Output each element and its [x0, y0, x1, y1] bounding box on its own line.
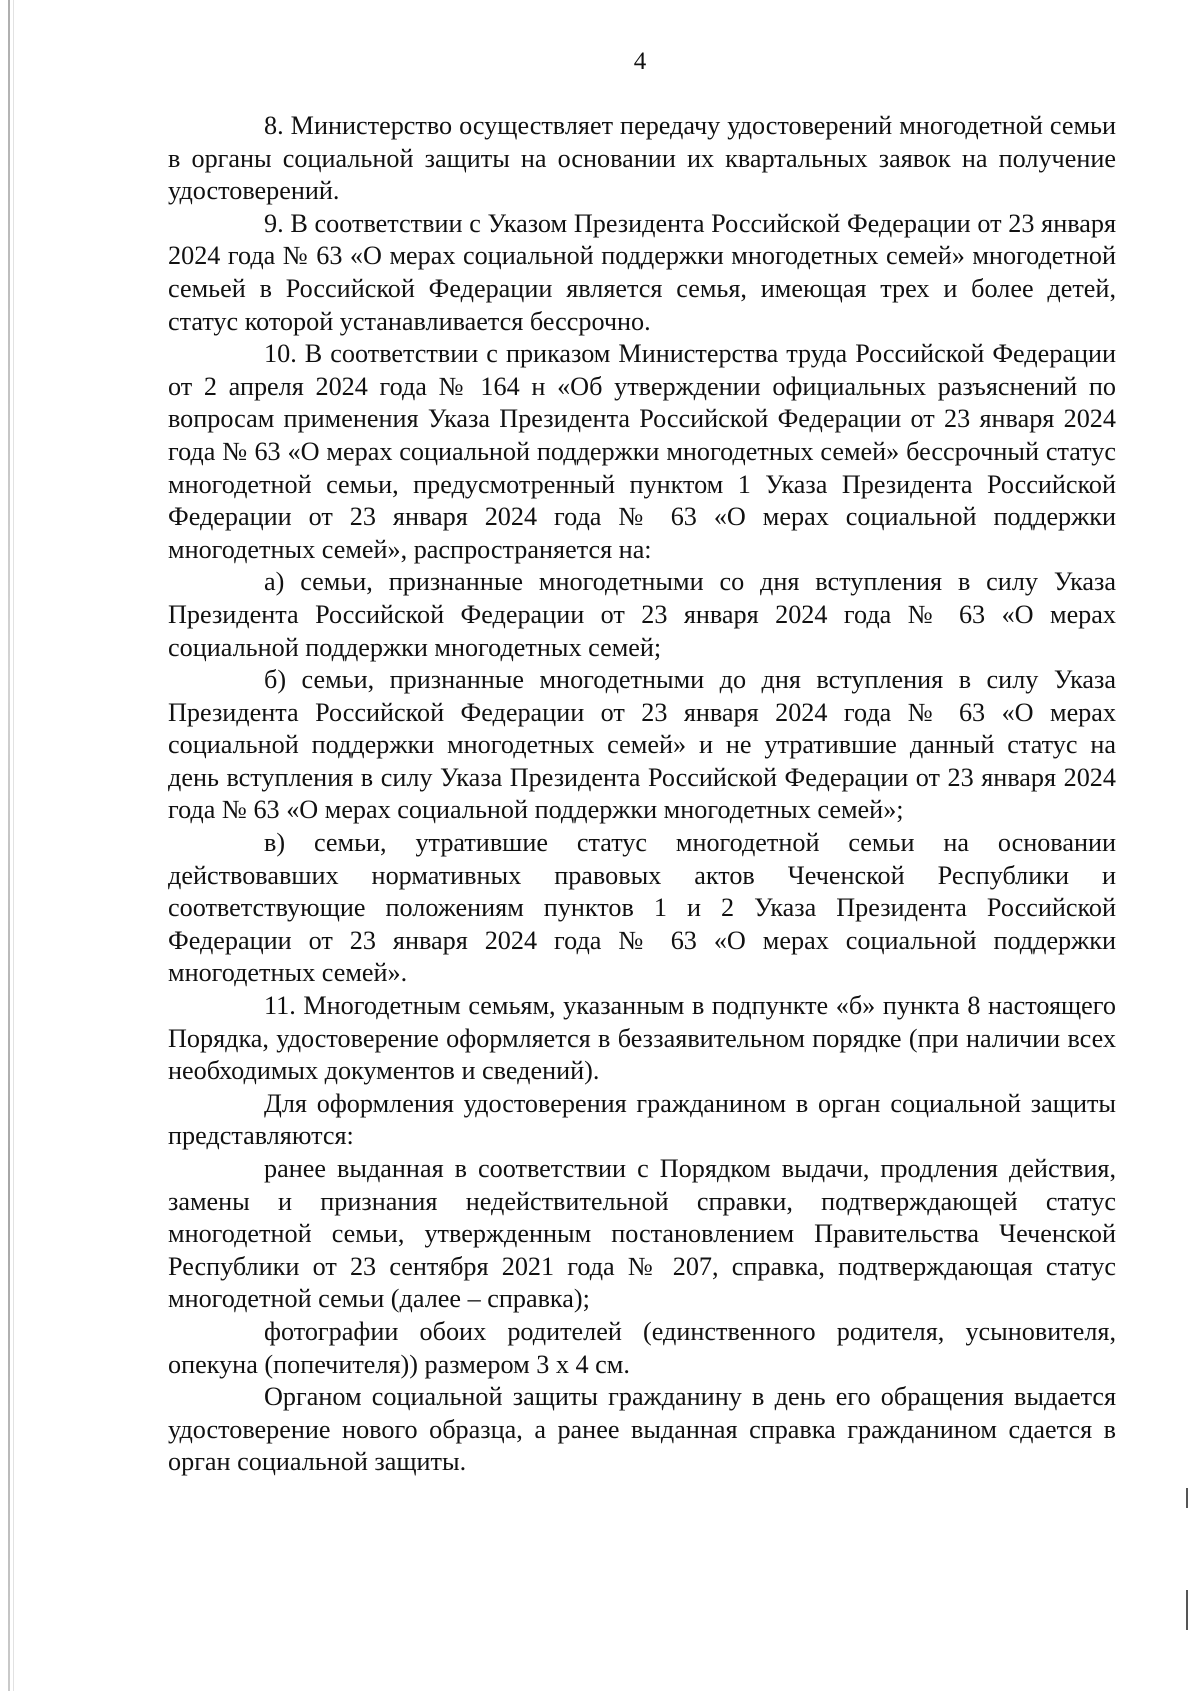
paragraph-10-a: а) семьи, признанные многодетными со дня вступления в силу Указа Президента Российской Федерации от 23 января 2024 года № 63 «О мерах социальной поддержки многодетных семей;: [168, 567, 1116, 662]
paragraph-10-v: в) семьи, утратившие статус многодетной семьи на основании действовавших нормативных правовых актов Чеченской Республики и соответствующие положениям пунктов 1 и 2 Указа Президента Российской Федерации от 23 января 2024 года № 63 «О мерах социальной поддержки многодетных семей».: [168, 828, 1116, 988]
paragraph-10: 10. В соответствии с приказом Министерства труда Российской Федерации от 2 апреля 2024 года № 164 н «Об утверждении официальных разъяснений по вопросам применения Указа Президента Российской Федерации от 23 января 2024 года № 63 «О мерах социальной поддержки многодетных семей» бессрочный статус многодетной семьи, предусмотренный пунктом 1 Указа Президента Российской Федерации от 23 января 2024 года № 63 «О мерах социальной поддержки многодетных семей», распространяется на:: [168, 339, 1116, 564]
paragraph-certificate: ранее выданная в соответствии с Порядком выдачи, продления действия, замены и признания недействительной справки, подтверждающей статус многодетной семьи, утвержденным постановлением Правительства Чеченской Республики от 23 сентября 2021 года № 207, справка, подтверждающая статус многодетной семьи (далее – справка);: [168, 1154, 1116, 1314]
page-number: 4: [633, 48, 647, 75]
paragraph-8: 8. Министерство осуществляет передачу удостоверений многодетной семьи в органы социальной защиты на основании их квартальных заявок на получение удостоверений.: [168, 111, 1116, 206]
paragraph-9: 9. В соответствии с Указом Президента Российской Федерации от 23 января 2024 года № 63 «О мерах социальной поддержки многодетных семей» многодетной семьей в Российской Федерации является семья, имеющая трех и более детей, статус которой устанавливается бессрочно.: [168, 208, 1116, 336]
paragraph-photos: фотографии обоих родителей (единственного родителя, усыновителя, опекуна (попечителя)) размером 3 х 4 см.: [168, 1316, 1116, 1379]
scan-edge-line: [8, 0, 10, 1691]
document-body: [168, 110, 1116, 1479]
paragraph-documents-intro: Для оформления удостоверения гражданином в орган социальной защиты представляются:: [168, 1088, 1116, 1151]
scan-edge-line-secondary: [13, 0, 14, 1691]
paragraph-11: 11. Многодетным семьям, указанным в подпункте «б» пункта 8 настоящего Порядка, удостоверение оформляется в беззаявительном порядке (при наличии всех необходимых документов и сведений).: [168, 991, 1116, 1086]
scan-artifact-mark: [1186, 1488, 1188, 1508]
paragraph-issuance: Органом социальной защиты гражданину в день его обращения выдается удостоверение нового образца, а ранее выданная справка гражданином сдается в орган социальной защиты.: [168, 1382, 1116, 1477]
scan-artifact-mark: [1186, 1590, 1188, 1630]
paragraph-10-b: б) семьи, признанные многодетными до дня вступления в силу Указа Президента Российской Федерации от 23 января 2024 года № 63 «О мерах социальной поддержки многодетных семей» и не утратившие данный статус на день вступления в силу Указа Президента Российской Федерации от 23 января 2024 года № 63 «О мерах социальной поддержки многодетных семей»;: [168, 665, 1116, 825]
